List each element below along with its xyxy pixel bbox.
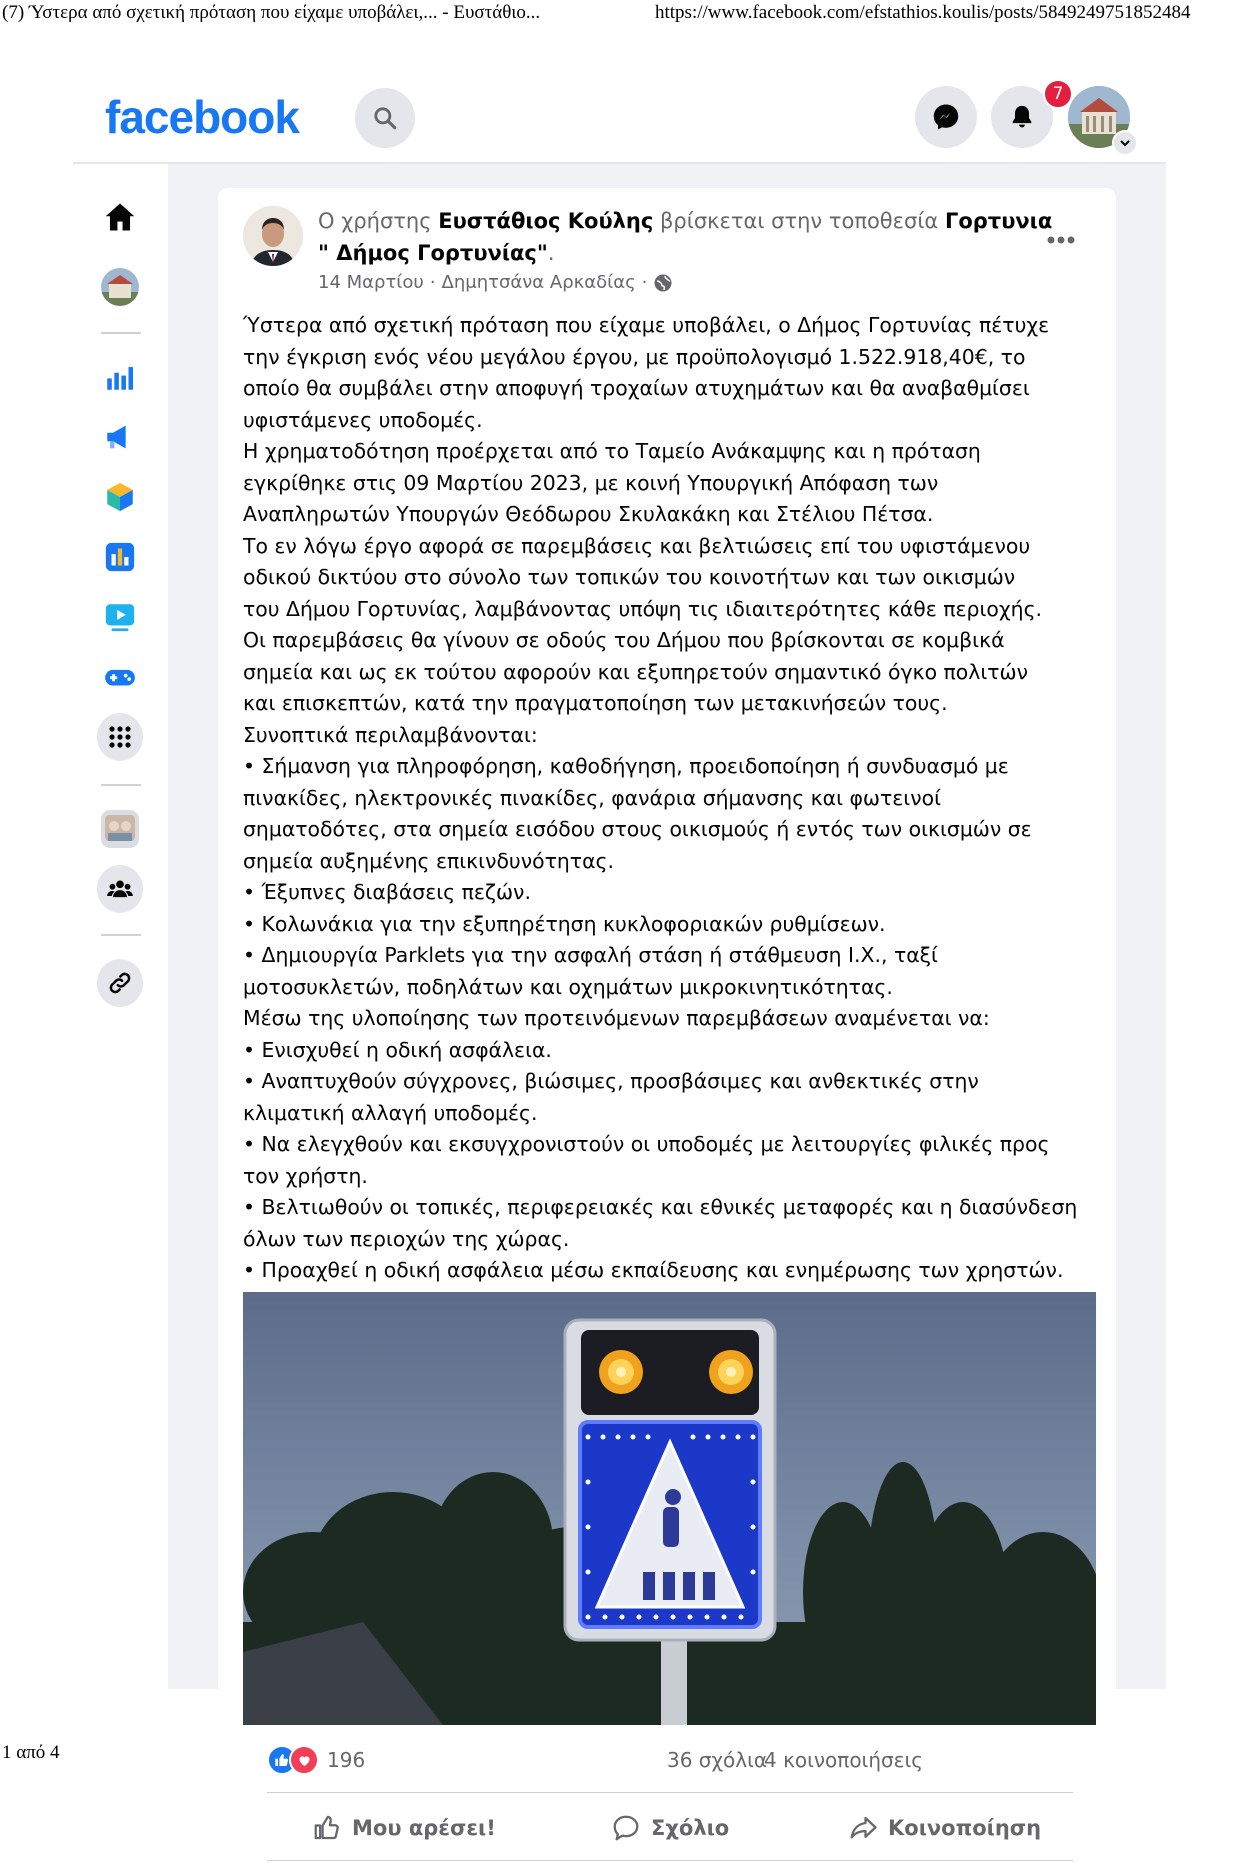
group-photo bbox=[100, 809, 140, 849]
print-page-number: 1 από 4 bbox=[2, 1742, 60, 1763]
post-body-line: Αναπληρωτών Υπουργών Θεόδωρου Σκυλακάκη και Στέλιου Πέτσα. bbox=[243, 502, 934, 526]
post-date[interactable]: 14 Μαρτίου bbox=[318, 272, 424, 293]
post-body-line: και επισκεπτών, κατά την πραγματοποίηση των μετακινήσεών τους. bbox=[243, 691, 948, 715]
post-body-line: • Δημιουργία Parklets για την ασφαλή στάση ή στάθμευση Ι.Χ., ταξί bbox=[243, 943, 938, 967]
post-body-line: μοτοσυκλετών, ποδηλάτων και οχημάτων μικροκινητικότητας. bbox=[243, 974, 893, 999]
post-body-line: οδικού δικτύου στο σύνολο των τοπικών του κοινοτήτων και των οικισμών bbox=[243, 565, 1016, 589]
sidebar-item-insights[interactable] bbox=[97, 354, 143, 400]
facebook-logo[interactable]: facebook bbox=[105, 91, 299, 143]
chart-icon bbox=[103, 540, 137, 574]
post-meta bbox=[318, 272, 673, 293]
like-button[interactable] bbox=[312, 1808, 496, 1848]
print-title: (7) Ύστερα από σχετική πρόταση που είχαμε υποβάλει,... - Ευστάθιο... bbox=[2, 2, 541, 23]
print-url: https://www.facebook.com/efstathios.koulis/posts/5849249751852484 bbox=[655, 2, 1191, 23]
post-body-line: • Σήμανση για πληροφόρηση, καθοδήγηση, προειδοποίηση ή συνδυασμό με bbox=[243, 754, 1009, 778]
location-prefix: βρίσκεται στην τοποθεσία bbox=[660, 209, 939, 233]
gaming-icon bbox=[103, 660, 137, 694]
shares-count[interactable]: 4 κοινοποιήσεις bbox=[764, 1748, 923, 1772]
post-header-line2 bbox=[318, 238, 555, 268]
sidebar-item-group[interactable] bbox=[97, 806, 143, 852]
sidebar-item-home[interactable] bbox=[97, 194, 143, 240]
sidebar-item-dashboard[interactable] bbox=[97, 534, 143, 580]
post-body-line: Το εν λόγω έργο αφορά σε παρεμβάσεις και βελτιώσεις επί του υφιστάμενου bbox=[243, 533, 1031, 558]
sidebar-item-gaming[interactable] bbox=[97, 654, 143, 700]
post-body bbox=[243, 310, 1103, 1287]
post-body-line: • Να ελεγχθούν και εκσυγχρονιστούν οι υποδομές με λειτουργίες φιλικές προς bbox=[243, 1132, 1050, 1156]
insights-icon bbox=[103, 360, 137, 394]
post-place[interactable]: Δημητσάνα Αρκαδίας bbox=[441, 272, 636, 293]
post-body-line: Μέσω της υλοποίησης των προτεινόμενων παρεμβάσεων αναμένεται να: bbox=[243, 1006, 990, 1030]
globe-icon bbox=[653, 273, 673, 293]
comment-label: Σχόλιο bbox=[651, 1816, 730, 1840]
post-body-line: την έγκριση ενός νέου μεγάλου έργου, με προϋπολογισμό 1.522.918,40€, το bbox=[243, 344, 1026, 369]
messenger-button[interactable] bbox=[915, 86, 977, 148]
sidebar-item-cube[interactable] bbox=[97, 474, 143, 520]
post-body-line: Οι παρεμβάσεις θα γίνουν σε οδούς του Δήμου που βρίσκονται σε κομβικά bbox=[243, 628, 1005, 652]
post-body-line: • Έξυπνες διαβάσεις πεζών. bbox=[243, 880, 531, 904]
post-options-button[interactable] bbox=[1046, 222, 1076, 252]
post-body-line: Συνοπτικά περιλαμβάνονται: bbox=[243, 722, 538, 747]
post-body-line: Ύστερα από σχετική πρόταση που είχαμε υποβάλει, ο Δήμος Γορτυνίας πέτυχε bbox=[243, 313, 1050, 337]
meta-separator: · bbox=[641, 272, 648, 293]
love-reaction-icon bbox=[289, 1745, 319, 1775]
cube-icon bbox=[103, 480, 137, 514]
author-name[interactable]: Ευστάθιος Κούλης bbox=[438, 209, 654, 233]
sidebar-item-ads[interactable] bbox=[97, 414, 143, 460]
post-header bbox=[318, 206, 1052, 236]
people-icon bbox=[106, 875, 134, 903]
post-body-line: του Δήμου Γορτυνίας, λαμβάνοντας υπόψη τις ιδιαιτερότητες κάθε περιοχής. bbox=[243, 596, 1043, 621]
messenger-icon bbox=[931, 102, 961, 132]
account-menu-chevron[interactable] bbox=[1112, 130, 1138, 156]
sidebar-item-menu[interactable] bbox=[97, 714, 143, 760]
sidebar-item-link[interactable] bbox=[97, 960, 143, 1006]
actions-bottom-divider bbox=[267, 1860, 1073, 1861]
share-icon bbox=[848, 1813, 878, 1843]
menu-grid-icon bbox=[108, 725, 132, 749]
post-stats bbox=[267, 1745, 1077, 1777]
video-icon bbox=[103, 600, 137, 634]
search-icon bbox=[372, 105, 398, 131]
post-photo[interactable] bbox=[243, 1292, 1096, 1725]
home-icon bbox=[102, 199, 138, 235]
notifications-badge: 7 bbox=[1043, 79, 1073, 109]
post-body-line: πινακίδες, ηλεκτρονικές πινακίδες, φανάρια σήμανσης και φωτεινοί bbox=[243, 785, 941, 810]
post-body-line: τον χρήστη. bbox=[243, 1163, 368, 1188]
comment-button[interactable] bbox=[611, 1808, 729, 1848]
sidebar-divider bbox=[101, 784, 141, 786]
post-body-line: • Αναπτυχθούν σύγχρονες, βιώσιμες, προσβάσιμες και ανθεκτικές στην bbox=[243, 1069, 979, 1093]
header-period: . bbox=[547, 241, 555, 265]
sidebar-divider bbox=[101, 934, 141, 936]
sidebar-divider bbox=[101, 332, 141, 334]
header-prefix: Ο χρήστης bbox=[318, 209, 432, 233]
post-body-line: Η χρηματοδότηση προέρχεται από το Ταμείο Ανάκαμψης και η πρόταση bbox=[243, 439, 981, 463]
share-label: Κοινοποίηση bbox=[888, 1816, 1042, 1840]
top-navigation-bar bbox=[73, 72, 1166, 164]
actions-divider bbox=[267, 1792, 1073, 1793]
like-label: Μου αρέσει! bbox=[352, 1816, 496, 1840]
print-header bbox=[0, 0, 1241, 30]
smart-crosswalk-sign-image bbox=[243, 1292, 1096, 1725]
link-icon bbox=[107, 970, 133, 996]
more-horizontal-icon bbox=[1046, 235, 1076, 245]
bell-icon bbox=[1008, 103, 1036, 131]
chevron-down-icon bbox=[1119, 137, 1131, 149]
post-body-line: σημεία αυξημένης επικινδυνότητας. bbox=[243, 848, 614, 873]
share-button[interactable] bbox=[848, 1808, 1041, 1848]
profile-avatar bbox=[100, 267, 140, 307]
meta-separator: · bbox=[429, 272, 436, 293]
left-sidebar bbox=[73, 164, 168, 1264]
post-body-line: όλων των περιοχών της χώρας. bbox=[243, 1226, 570, 1251]
post-body-line: σηματοδότες, στα σημεία εισόδου στους οικισμούς ή εντός των οικισμών σε bbox=[243, 817, 1032, 841]
sidebar-item-groups[interactable] bbox=[97, 866, 143, 912]
comments-count[interactable]: 36 σχόλια bbox=[667, 1748, 768, 1772]
search-button[interactable] bbox=[355, 88, 415, 148]
post-body-line: • Κολωνάκια για την εξυπηρέτηση κυκλοφοριακών ρυθμίσεων. bbox=[243, 911, 886, 936]
post-body-line: εγκρίθηκε στις 09 Μαρτίου 2023, με κοινή Υπουργική Απόφαση των bbox=[243, 470, 939, 495]
post-body-line: οποίο θα συμβάλει στην αποφυγή τροχαίων ατυχημάτων και θα αναβαθμίσει bbox=[243, 376, 1030, 400]
comment-icon bbox=[611, 1813, 641, 1843]
location-name[interactable]: Γορτυνια bbox=[944, 209, 1053, 233]
sidebar-item-profile[interactable] bbox=[97, 264, 143, 310]
post-body-line: υφιστάμενες υποδομές. bbox=[243, 407, 483, 432]
thumbs-up-icon bbox=[312, 1813, 342, 1843]
post-body-line: κλιματική αλλαγή υποδομές. bbox=[243, 1100, 538, 1125]
location-name-line2[interactable]: " Δήμος Γορτυνίας" bbox=[318, 241, 548, 265]
sidebar-item-video[interactable] bbox=[97, 594, 143, 640]
post-body-line: • Βελτιωθούν οι τοπικές, περιφερειακές και εθνικές μεταφορές και η διασύνδεση bbox=[243, 1195, 1078, 1219]
post-body-line: • Ενισχυθεί η οδική ασφάλεια. bbox=[243, 1037, 552, 1062]
reactions-count[interactable]: 196 bbox=[327, 1748, 366, 1772]
post-body-line: • Προαχθεί η οδική ασφάλεια μέσω εκπαίδευσης και ενημέρωσης των χρηστών. bbox=[243, 1258, 1064, 1282]
megaphone-icon bbox=[103, 420, 137, 454]
author-avatar[interactable] bbox=[243, 206, 303, 266]
post-body-line: σημεία και ως εκ τούτου αφορούν και εξυπηρετούν σημαντικό όγκο πολιτών bbox=[243, 659, 1028, 684]
